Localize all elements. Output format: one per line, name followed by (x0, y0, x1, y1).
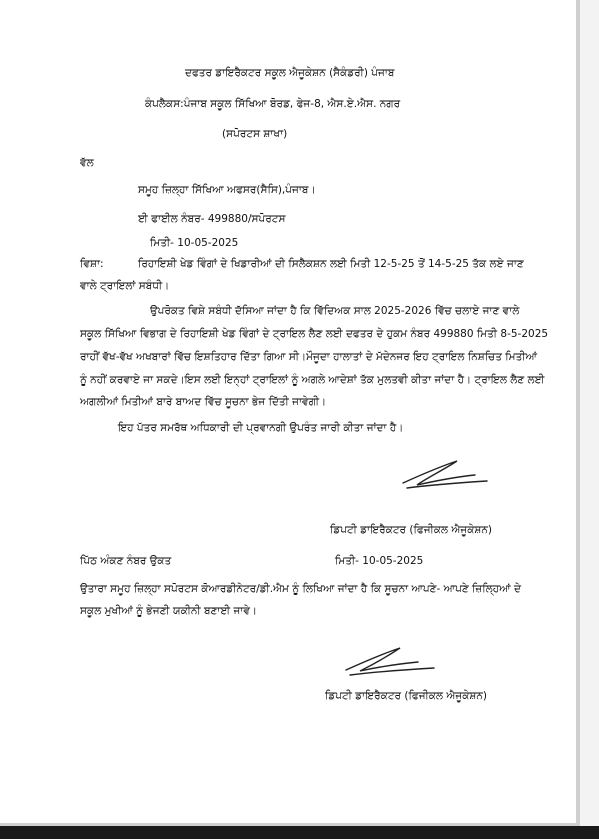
endorsement-line-1: ਉਤਾਰਾ ਸਮੂਹ ਜ਼ਿਲ੍ਹਾ ਸਪੋਰਟਸ ਕੋਆਰਡੀਨੇਟਰ/ਡੀ.ਐਮ ਨੂੰ ਲਿਖਿਆ ਜਾਂਦਾ ਹੈ ਕਿ ਸੂਚਨਾ ਆਪਣੇ- ਆਪਣੇ ਜ਼ਿਲ੍ਹਿਆਂ ਦੇ (80, 583, 521, 595)
endorsement-label: ਪਿੱਠ ਅੰਕਣ ਨੰਬਰ ਉਕਤ (80, 555, 172, 567)
branch-name: (ਸਪੋਰਟਸ ਸ਼ਾਖਾ) (222, 128, 288, 140)
subject-line-2: ਵਾਲੇ ਟ੍ਰਾਇਲਾਂ ਸਬੰਧੀ। (80, 280, 170, 292)
office-heading: ਦਫਤਰ ਡਾਇਰੈਕਟਰ ਸਕੂਲ ਐਜੂਕੇਸ਼ਨ (ਸੈਕੰਡਰੀ) ਪੰਜਾਬ (185, 67, 395, 79)
signature-2 (340, 640, 440, 680)
endorsement-line-2: ਸਕੂਲ ਮੁਖੀਆਂ ਨੂੰ ਭੇਜਣੀ ਯਕੀਨੀ ਬਣਾਈ ਜਾਵੇ। (80, 605, 257, 617)
to-label: ਵੱਲ (80, 157, 94, 169)
signature-1 (395, 455, 495, 495)
body-line-4: ਨੂੰ ਨਹੀਂ ਕਰਵਾਏ ਜਾ ਸਕਦੇ।ਇਸ ਲਈ ਇਨ੍ਹਾਂ ਟ੍ਰਾਇਲਾਂ ਨੂੰ ਅਗਲੇ ਆਦੇਸ਼ਾਂ ਤੱਕ ਮੁਲਤਵੀ ਕੀਤਾ ਜਾਂਦਾ ਹੈ। ਟ੍ਰਾਇਲ ਲੈਣ ਲਈ (80, 374, 545, 386)
letter-date: ਮਿਤੀ- 10-05-2025 (150, 237, 239, 249)
body-line-1: ਉਪਰੋਕਤ ਵਿਸ਼ੇ ਸਬੰਧੀ ਦੱਸਿਆ ਜਾਂਦਾ ਹੈ ਕਿ ਵਿੱਦਿਅਕ ਸਾਲ 2025-2026 ਵਿੱਚ ਚਲਾਏ ਜਾਣ ਵਾਲੇ (150, 305, 520, 317)
subject-line-1: ਰਿਹਾਇਸ਼ੀ ਖੇਡ ਵਿੰਗਾਂ ਦੇ ਖਿਡਾਰੀਆਂ ਦੀ ਸਿਲੈਕਸ਼ਨ ਲਈ ਮਿਤੀ 12-5-25 ਤੋਂ 14-5-25 ਤੱਕ ਲਏ ਜਾਣ (138, 258, 524, 270)
page-edge-right (580, 0, 599, 839)
body-line-3: ਰਾਹੀਂ ਵੱਖ-ਵੱਖ ਅਖਬਾਰਾਂ ਵਿੱਚ ਇਸ਼ਤਿਹਾਰ ਦਿੱਤਾ ਗਿਆ ਸੀ।ਮੌਜੂਦਾ ਹਾਲਾਤਾਂ ਦੇ ਮੱਦੇਨਜਰ ਇਹ ਟ੍ਰਾਇਲ ਨਿਸ਼ਚਿਤ ਮਿਤੀਆਂ (80, 351, 537, 363)
body-line-2: ਸਕੂਲ ਸਿੱਖਿਆ ਵਿਭਾਗ ਦੇ ਰਿਹਾਇਸ਼ੀ ਖੇਡ ਵਿੰਗਾਂ ਦੇ ਟ੍ਰਾਇਲ ਲੈਣ ਲਈ ਦਫਤਰ ਦੇ ਹੁਕਮ ਨੰਬਰ 499880 ਮਿਤੀ 8-5-2025 (80, 328, 549, 340)
body-line-5: ਅਗਲੀਆਂ ਮਿਤੀਆਂ ਬਾਰੇ ਬਾਅਦ ਵਿੱਚ ਸੂਚਨਾ ਭੇਜ ਦਿੱਤੀ ਜਾਵੇਗੀ। (80, 396, 327, 408)
file-number: ਈ ਫਾਈਲ ਨੰਬਰ- 499880/ਸਪੋਰਟਸ (138, 213, 286, 225)
page-edge-bottom (0, 826, 599, 839)
signatory-title-2: ਡਿਪਟੀ ਡਾਇਰੈਕਟਰ (ਫਿਜੀਕਲ ਐਜੂਕੇਸ਼ਨ) (325, 690, 488, 702)
subject-label: ਵਿਸ਼ਾ: (80, 258, 104, 270)
recipient: ਸਮੂਹ ਜ਼ਿਲ੍ਹਾ ਸਿੱਖਿਆ ਅਫਸਰ(ਸੈਸਿ),ਪੰਜਾਬ। (138, 184, 316, 196)
endorsement-date: ਮਿਤੀ- 10-05-2025 (335, 555, 424, 567)
office-address: ਕੰਪਲੈਕਸ:ਪੰਜਾਬ ਸਕੂਲ ਸਿੱਖਿਆ ਬੋਰਡ, ਫੇਜ-8, ਐਸ.ਏ.ਐਸ. ਨਗਰ (145, 98, 401, 110)
approval-line: ਇਹ ਪੱਤਰ ਸਮਰੱਥ ਅਧਿਕਾਰੀ ਦੀ ਪ੍ਰਵਾਨਗੀ ਉਪਰੰਤ ਜਾਰੀ ਕੀਤਾ ਜਾਂਦਾ ਹੈ। (118, 422, 404, 434)
signatory-title-1: ਡਿਪਟੀ ਡਾਇਰੈਕਟਰ (ਫਿਜੀਕਲ ਐਜੂਕੇਸ਼ਨ) (330, 524, 493, 536)
